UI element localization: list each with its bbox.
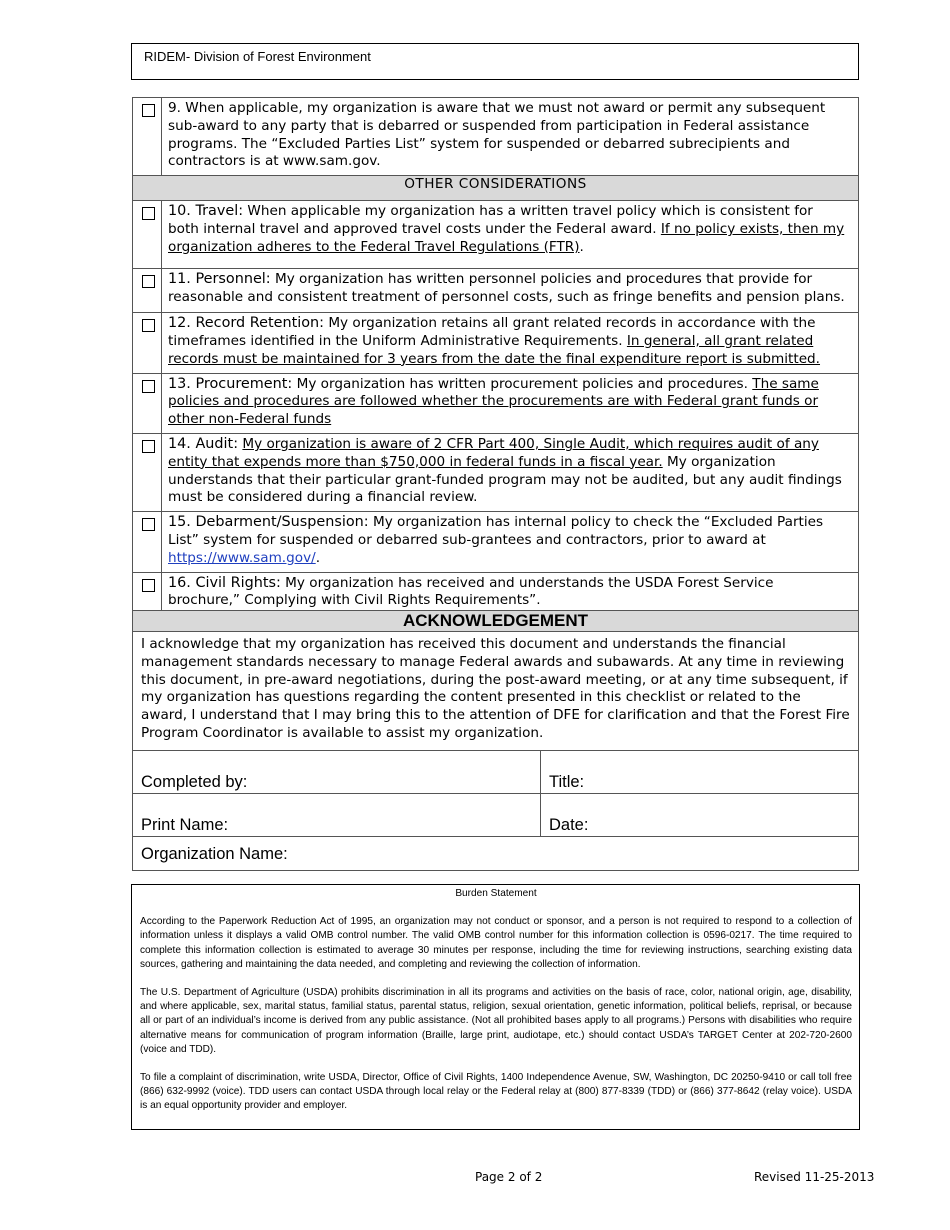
- item-13-label: 13. Procurement:: [168, 375, 293, 392]
- print-name-label: Print Name:: [141, 815, 229, 834]
- item-10-text: When applicable my organization has a written travel policy which is consistent for both internal travel and approved travel costs under the Federal award.: [168, 203, 813, 237]
- checklist-item-14: [133, 433, 859, 511]
- item-11-checkbox[interactable]: [142, 275, 155, 288]
- item-16-label: 16. Civil Rights:: [168, 574, 281, 591]
- item-15-post: .: [315, 549, 321, 566]
- revision-date: Revised 11-25-2013: [754, 1170, 875, 1184]
- acknowledgement-title: ACKNOWLEDGEMENT: [402, 611, 589, 630]
- item-12-text: My organization retains all grant related records in accordance with the timeframes identified in the Uniform Administrative Requirements.: [168, 315, 816, 349]
- burden-paragraph-2: The U.S. Department of Agriculture (USDA) prohibits discrimination in all its programs and activities on the basis of race, color, national origin, age, disability, and where applicable, sex, marital status, familial status, parental status, religion, sexual orientation, genetic information, political beliefs, reprisal, or because all or part of an individual’s income is derived from any public assistance. (Not all prohibited bases apply to all programs.) Persons with disabilities who require alternative means for communication of program information (Braille, large print, audiotape, etc.) should contact USDA’s TARGET Center at 202-720-2600 (voice and TDD).: [140, 987, 852, 1055]
- acknowledgement-text: I acknowledge that my organization has received this document and understands the financial management standards necessary to manage Federal awards and subawards. At any time in reviewing this document, in pre-award negotiations, during the post-award meeting, or at any time subsequent, if my organization has questions regarding the content presented in this checklist or related to the award, I understand that I may bring this to the attention of DFE for clarification and that the Forest Fire Program Coordinator is available to assist my organization.: [141, 636, 850, 741]
- date-field[interactable]: [541, 793, 859, 836]
- acknowledgement-table: [132, 610, 859, 871]
- item-13-checkbox[interactable]: [142, 380, 155, 393]
- item-10-checkbox[interactable]: [142, 207, 155, 220]
- completed-by-field[interactable]: [133, 750, 541, 793]
- item-14-label: 14. Audit:: [168, 435, 239, 452]
- burden-paragraph-1: According to the Paperwork Reduction Act of 1995, an organization may not conduct or sponsor, and a person is not required to respond to a collection of information unless it displays a valid OMB control number. The valid OMB control number for this information collection is 0596-0217. The time required to complete this information collection is estimated to average 30 minutes per response, including the time for reviewing instructions, searching existing data sources, gathering and maintaining the data needed, and completing and reviewing the collection of information.: [140, 916, 852, 970]
- section-header-row: [133, 176, 859, 201]
- item-14-underline: My organization is aware of 2 CFR Part 400, Single Audit, which requires audit of any entity that expends more than $750,000 in federal funds in a fiscal year.: [168, 435, 819, 470]
- item-11-label: 11. Personnel:: [168, 271, 271, 288]
- item-11-text: My organization has written personnel policies and procedures that provide for reasonable and consistent treatment of personnel costs, such as fringe benefits and pension plans.: [168, 271, 845, 305]
- checklist-item-13: [133, 373, 859, 433]
- title-label: Title:: [549, 772, 585, 791]
- item-12-checkbox[interactable]: [142, 319, 155, 332]
- title-field[interactable]: [541, 750, 859, 793]
- item-9-text: 9. When applicable, my organization is aware that we must not award or permit any subsequent sub-award to any party that is debarred or suspended from participation in Federal assistance programs. The “Excluded Parties List” system for suspended or debarred subrecipients and contractors is at www.sam.gov.: [168, 100, 826, 170]
- header-box: [131, 43, 859, 80]
- section-other-title: OTHER CONSIDERATIONS: [404, 176, 587, 193]
- organization-name-field[interactable]: [133, 836, 859, 870]
- item-10-post: .: [579, 238, 584, 255]
- burden-statement-box: [131, 884, 860, 1130]
- item-16-text: My organization has received and understands the USDA Forest Service brochure,” Complying with Civil Rights Requirements”.: [168, 574, 774, 609]
- item-10-underline: If no policy exists, then my organization adheres to the Federal Travel Regulations (FTR): [168, 220, 845, 255]
- organization-name-label: Organization Name:: [141, 844, 288, 863]
- checklist-item-12: [133, 313, 859, 373]
- item-15-text: My organization has internal policy to check the “Excluded Parties List” system for suspended or debarred sub-grantees and contractors, prior to award at: [168, 514, 824, 548]
- item-16-checkbox[interactable]: [142, 579, 155, 592]
- header-title: RIDEM- Division of Forest Environment: [144, 49, 371, 64]
- checklist-item-10: [133, 201, 859, 269]
- item-12-label: 12. Record Retention:: [168, 315, 324, 332]
- print-name-field[interactable]: [133, 793, 541, 836]
- sam-gov-link[interactable]: https://www.sam.gov/: [168, 549, 316, 566]
- item-9-checkbox[interactable]: [142, 104, 155, 117]
- burden-title: Burden Statement: [455, 888, 537, 899]
- item-10-label: 10. Travel:: [168, 203, 244, 220]
- item-15-checkbox[interactable]: [142, 518, 155, 531]
- checklist-item-9: [133, 98, 859, 176]
- checklist-item-11: [133, 269, 859, 313]
- item-14-checkbox[interactable]: [142, 440, 155, 453]
- item-12-underline: In general, all grant related records must be maintained for 3 years from the date the final expenditure report is submitted.: [168, 332, 821, 367]
- item-14-post: My organization understands that their particular grant-funded program may not be audited, but any audit findings must be considered during a financial review.: [168, 453, 842, 506]
- burden-paragraph-3: To file a complaint of discrimination, write USDA, Director, Office of Civil Rights, 1400 Independence Avenue, SW, Washington, DC 20250-9410 or call toll free (866) 632-9992 (voice). TDD users can contact USDA through local relay or the Federal relay at (800) 877-8339 (TDD) or (866) 377-8642 (relay voice). USDA is an equal opportunity provider and employer.: [140, 1072, 852, 1112]
- date-label: Date:: [549, 815, 589, 834]
- item-15-label: 15. Debarment/Suspension:: [168, 514, 369, 531]
- item-13-text: My organization has written procurement policies and procedures.: [292, 375, 753, 392]
- completed-by-label: Completed by:: [141, 772, 248, 791]
- page-number: Page 2 of 2: [475, 1170, 543, 1184]
- item-13-underline: The same policies and procedures are followed whether the procurements are with Federal grant funds or other non-Federal funds: [168, 375, 819, 428]
- checklist-item-15: [133, 512, 859, 572]
- checklist-table: [132, 97, 859, 618]
